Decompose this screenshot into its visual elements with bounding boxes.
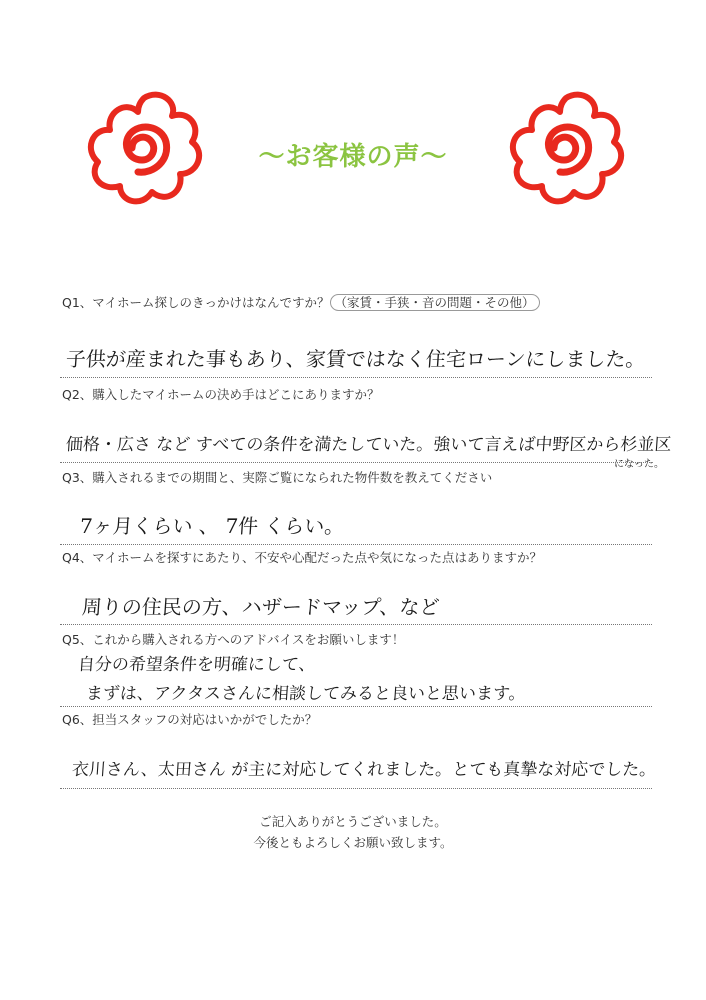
question-1 — [62, 293, 540, 311]
question-4: Q4、マイホームを探すにあたり、不安や心配だった点や気になった点はありますか？ — [62, 550, 543, 565]
question-1-options: （家賃・手狭・音の問題・その他） — [330, 294, 540, 311]
question-5: Q5、これから購入される方へのアドバイスをお願いします！ — [62, 632, 405, 647]
question-6: Q6、担当スタッフの対応はいかがでしたか？ — [62, 712, 318, 727]
answer-2: 価格・広さ など すべての条件を満たしていた。強いて言えば中野区から杉並区 — [65, 435, 672, 455]
question-1-text: Q1、マイホーム探しのきっかけはなんですか？ — [62, 295, 330, 310]
divider — [60, 377, 652, 378]
flower-right-icon — [502, 84, 630, 212]
divider — [60, 788, 652, 789]
answer-6: 衣川さん、太田さん が主に対応してくれました。とても真摯な対応でした。 — [71, 760, 657, 780]
question-2: Q2、購入したマイホームの決め手はどこにありますか？ — [62, 387, 380, 402]
divider — [60, 706, 652, 707]
divider — [60, 462, 652, 463]
divider — [60, 624, 652, 625]
answer-2-note: になった。 — [614, 459, 664, 470]
answer-4: 周りの住民の方、ハザードマップ、など — [81, 595, 441, 619]
answer-5-line-2: まずは、アクタスさんに相談してみると良いと思います。 — [85, 684, 527, 704]
footer-thanks: ご記入ありがとうございました。 — [259, 814, 447, 829]
answer-3: 7ヶ月くらい 、 7件 くらい。 — [79, 514, 346, 538]
answer-1: 子供が産まれた事もあり、家賃ではなく住宅ローンにしました。 — [65, 347, 647, 371]
footer-regards: 今後ともよろしくお願い致します。 — [253, 835, 453, 850]
divider — [60, 544, 652, 545]
page-title: ～お客様の声～ — [258, 142, 448, 172]
answer-5-line-1: 自分の希望条件を明確にして、 — [77, 655, 317, 675]
question-3: Q3、購入されるまでの期間と、実際ご覧になられた物件数を教えてください — [62, 470, 493, 485]
